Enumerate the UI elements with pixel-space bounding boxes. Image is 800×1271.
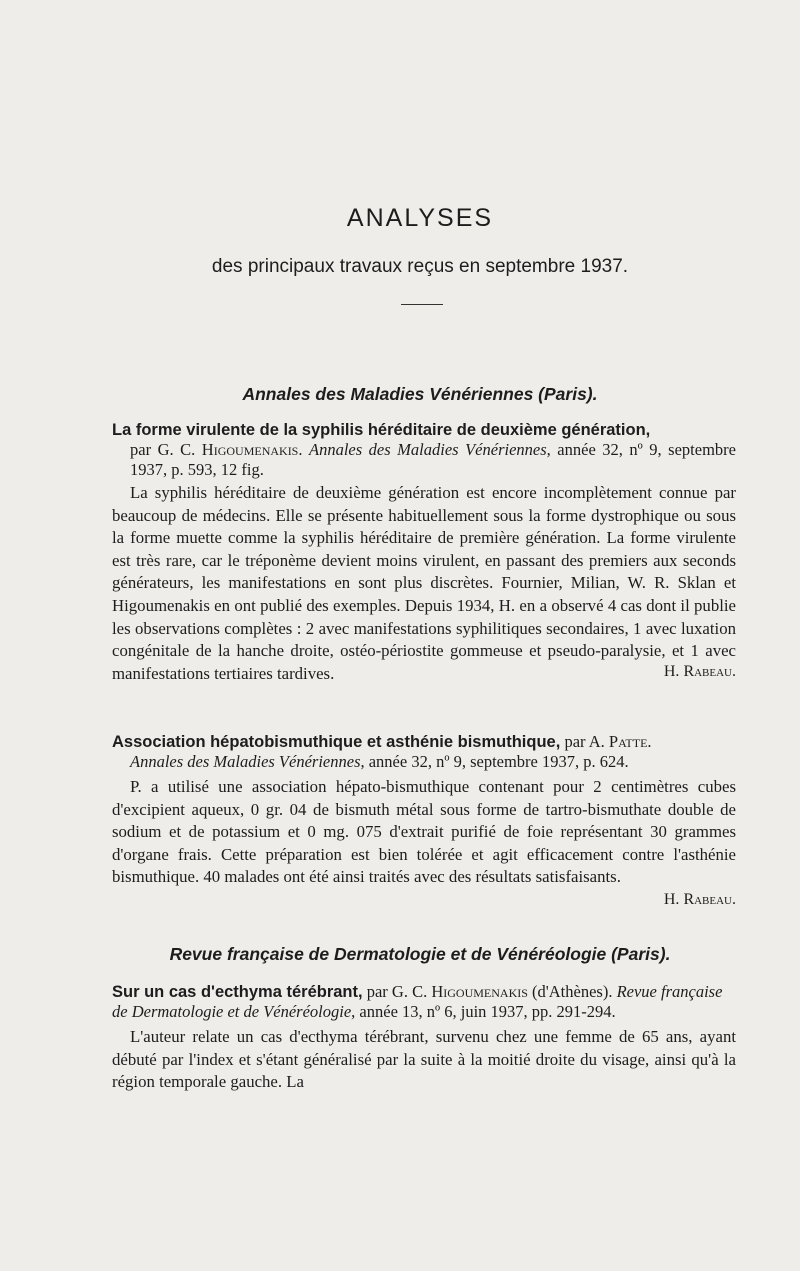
article — [112, 732, 736, 909]
ref-author: Higoumenakis — [201, 440, 299, 459]
article-body: P. a utilisé une association hépato-bismuthique contenant pour 2 centimètres cubes d'excipient aqueux, 0 gr. 04 de bismuth métal sous forme de tartro-bismuthate double de sodium et de potassium et 0 mg. 075 d'extrait purifié de foie représentant 30 grammes d'organe frais. Cette préparation est bien tolérée et agit efficacement contre l'asthénie bismuthique. 40 malades ont été ainsi traités avec des résultats satisfaisants. — [112, 777, 736, 887]
ref-author: Patte — [608, 732, 648, 751]
article-title: Association hépatobismuthique et asthénie bismuthique, — [112, 733, 561, 751]
ref-details: , année 32, nº 9, septembre 1937, p. 593, 12 fig. — [130, 440, 736, 479]
page-subtitle: des principaux travaux reçus en septembre 1937. — [211, 256, 629, 277]
ref-author: Higoumenakis — [431, 982, 528, 1001]
ref-by: par G. C. — [362, 982, 432, 1001]
ref-details: , année 13, nº 6, juin 1937, pp. 291-294. — [351, 1002, 616, 1021]
article-reference — [112, 440, 736, 480]
section-title: Revue française de Dermatologie et de Vénéréologie (Paris). — [169, 944, 671, 964]
article-title: Sur un cas d'ecthyma térébrant, — [112, 983, 363, 1001]
signature-initial: H. — [663, 890, 684, 908]
ref-by: par A. — [560, 732, 609, 751]
ref-journal: Annales des Maladies Vénériennes — [130, 752, 361, 771]
section-title: Annales des Maladies Vénériennes (Paris). — [242, 384, 598, 404]
article — [112, 982, 736, 1094]
signature-initial: H. — [663, 663, 684, 681]
article-body: La syphilis héréditaire de deuxième génération est encore incomplètement connue par beaucoup de médecins. Elle se présente habituellement sous la forme dystrophique ou sous la forme muette comme la syphilis héréditaire de première génération. La forme virulente est très rare, car le tréponème devient moins virulent, en passant des premiers aux seconds générateurs, les manifestations en sont plus discrètes. Fournier, Milian, W. R. Sklan et Higoumenakis en ont publié des exemples. Depuis 1934, H. en a observé 4 cas dont il publie les observations complètes : 2 avec manifestations syphilitiques secondaires, 1 avec luxation congénitale de la hanche droite, ostéo-périostite gommeuse et pseudo-paralysie, et 1 avec manifestations tertiaires tardives. — [112, 483, 736, 683]
ref-by: par G. C. — [130, 440, 202, 459]
signature-name: Rabeau. — [683, 890, 736, 908]
ref-journal: Annales des Maladies Vénériennes — [309, 440, 547, 459]
ref-separator: (d'Athènes). — [527, 982, 617, 1001]
ref-separator: . — [647, 732, 652, 751]
article-signature — [112, 891, 736, 909]
signature-name: Rabeau. — [683, 663, 736, 681]
ref-details: , année 32, nº 9, septembre 1937, p. 624. — [360, 752, 629, 771]
article-body: L'auteur relate un cas d'ecthyma térébrant, survenu chez une femme de 65 ans, ayant débuté par l'index et s'étant généralisé par la suite à la moitié droite du visage, ainsi qu'à la région temporale gauche. La — [112, 1027, 736, 1092]
article-reference — [112, 752, 736, 772]
article — [112, 420, 736, 681]
page-title: ANALYSES — [346, 204, 494, 232]
ref-journal: Revue française de Dermatologie et de Vénéréologie — [112, 982, 723, 1021]
title-divider — [401, 304, 443, 305]
ref-separator: . — [298, 440, 309, 459]
article-title: La forme virulente de la syphilis héréditaire de deuxième génération, — [112, 421, 651, 439]
